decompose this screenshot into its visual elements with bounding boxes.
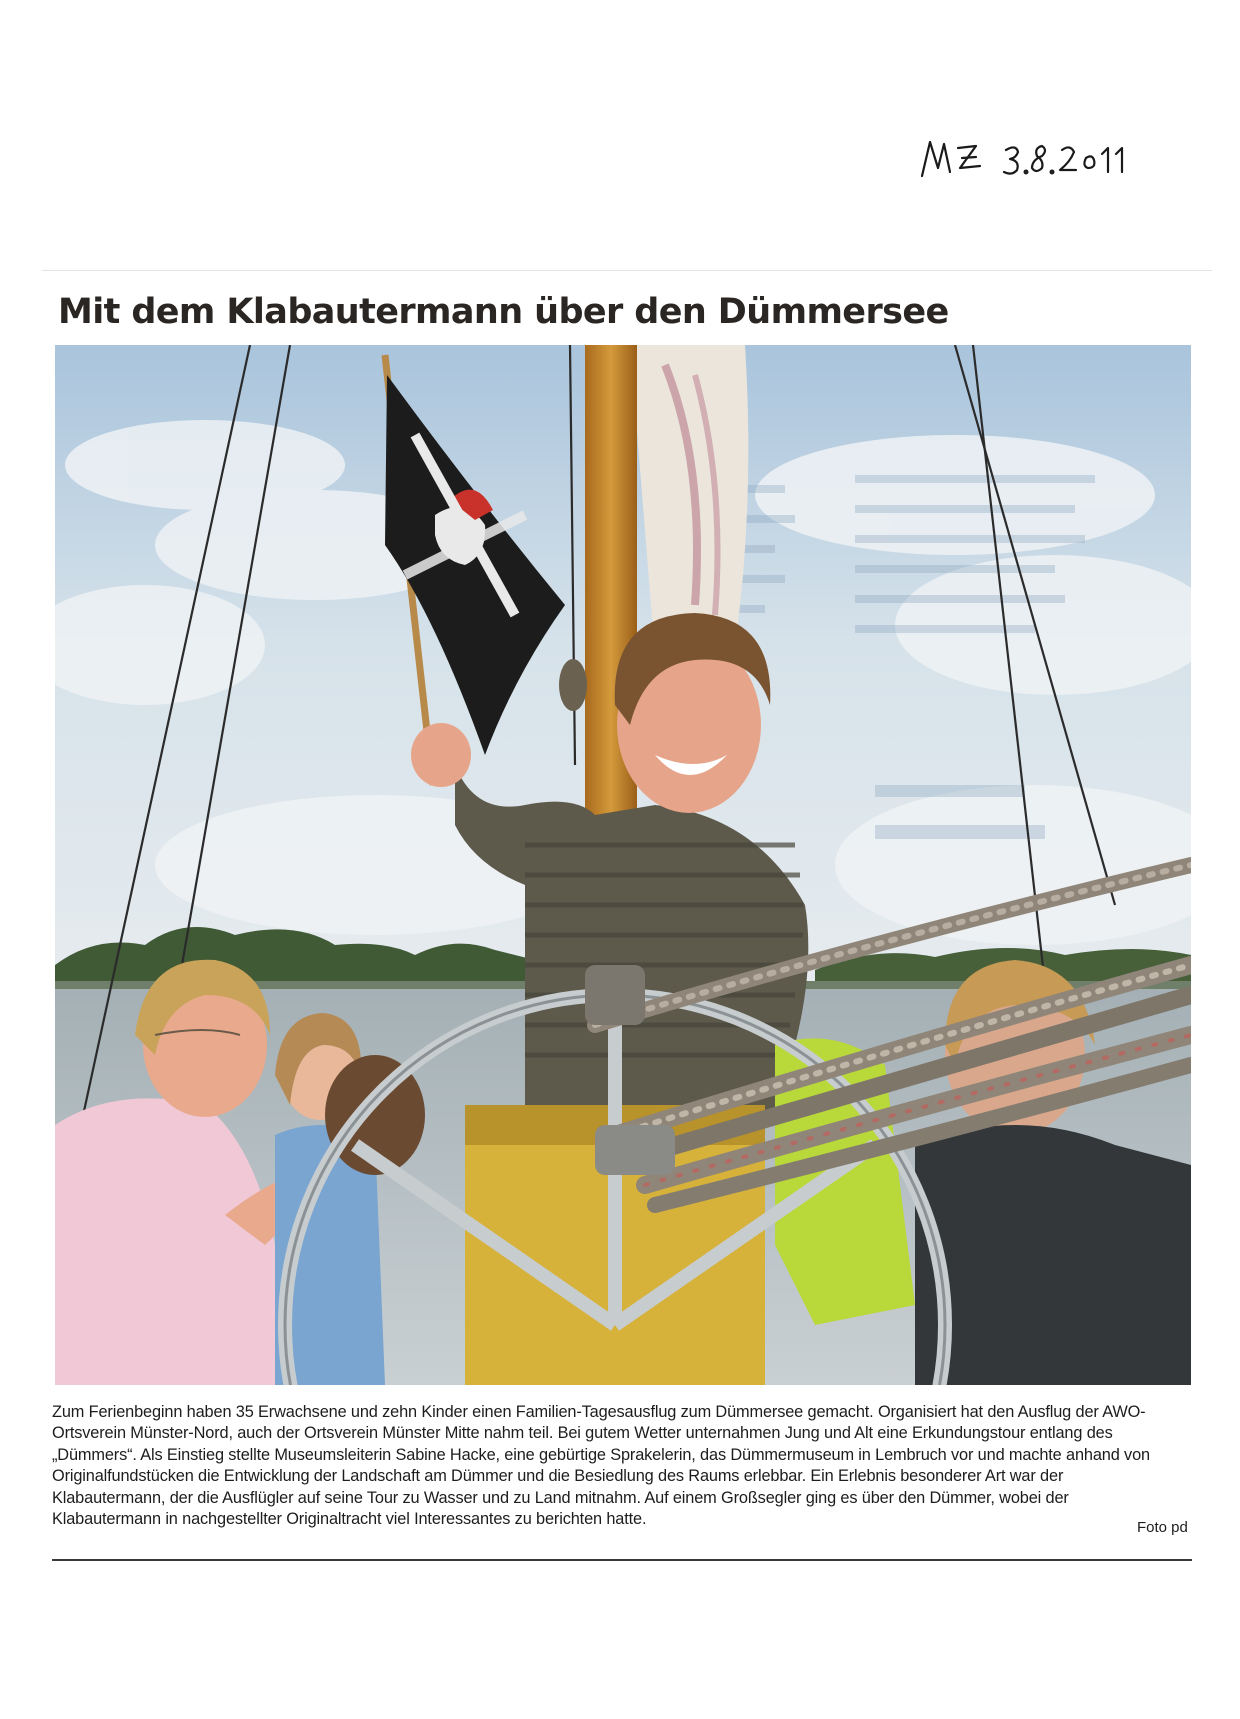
rope-coil bbox=[559, 659, 587, 711]
page-top-line bbox=[42, 270, 1212, 271]
handwritten-date-note bbox=[918, 128, 1178, 188]
photo-illustration bbox=[55, 345, 1191, 1385]
boy-hand bbox=[411, 723, 471, 787]
article-photo bbox=[55, 345, 1191, 1385]
rope-clamp bbox=[595, 1125, 675, 1175]
handwriting-mark bbox=[918, 128, 1178, 188]
pulley-block bbox=[585, 965, 645, 1025]
bottom-rule bbox=[52, 1559, 1192, 1561]
photo-credit: Foto pd bbox=[1137, 1519, 1188, 1536]
article-headline: Mit dem Klabautermann über den Dümmersee bbox=[58, 292, 949, 332]
photo-caption: Zum Ferienbeginn haben 35 Erwachsene und zehn Kinder einen Familien-Tagesausflug zum Dümmersee gemacht. Organisiert hat den Ausflug der AWO-Ortsverein Münster-Nord, auch der Ortsverein Münster Mitte nahm teil. Bei gutem Wetter unternahmen Jung und Alt eine Erkundungstour entlang des „Dümmers“. Als Einstieg stellte Museumsleiterin Sabine Hacke, eine gebürtige Sprakelerin, das Dümmermuseum in Lembruch vor und machte anhand von Originalfundstücken die Entwicklung der Landschaft am Dümmer und die Besiedlung des Raums erlebbar. Ein Erlebnis besonderer Art war der Klabautermann, der die Ausflügler auf seine Tour zu Wasser und zu Land mitnahm. Auf einem Großsegler ging es über den Dümmer, wobei der Klabautermann in nachgestellter Originaltracht viel Interessantes zu berichten hatte. bbox=[52, 1402, 1150, 1529]
